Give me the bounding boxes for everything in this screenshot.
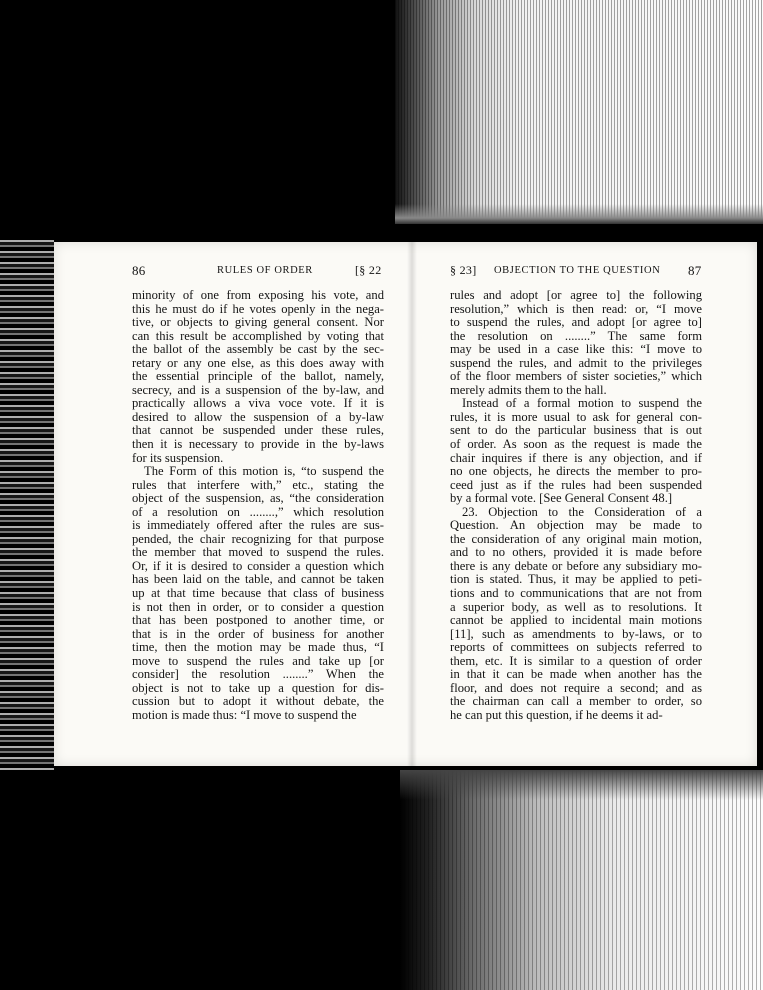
text-line: the consideration of any original main motion, [450, 532, 702, 546]
text-line: 23. Objection to the Consideration of a [462, 505, 702, 519]
text-line: that is in the order of business for another [132, 627, 384, 641]
text-line: rules, it is more usual to ask for general con- [450, 410, 702, 424]
text-line: Or, if it is desired to consider a question which [132, 559, 384, 573]
text-line: The Form of this motion is, “to suspend the [144, 465, 384, 479]
book-gutter [407, 242, 417, 766]
text-line: up at that time because that class of business [132, 587, 384, 601]
left-page-number: 86 [132, 263, 146, 278]
text-line: move to suspend the rules and take up [or [132, 654, 384, 668]
text-line: there is any debate or before any subsidiary mo- [450, 559, 702, 573]
text-line: motion is made thus: “I move to suspend the [132, 708, 357, 722]
left-running-head [132, 263, 384, 281]
text-line: tive, or objects to giving general consent. Nor [132, 316, 384, 330]
right-section-mark: § 23] [450, 263, 477, 277]
text-line: of order. As soon as the request is made the [450, 438, 702, 452]
text-line: time, then the motion may be made thus, “I [132, 641, 384, 655]
text-line: object of the suspension, as, “the consideration [132, 492, 384, 506]
text-line: tion is stated. Thus, it may be applied to peti- [450, 573, 702, 587]
text-line: suspend the rules, and admit to the privileges [450, 356, 702, 370]
text-line: has been laid on the table, and cannot be taken [132, 573, 384, 587]
left-running-title: RULES OF ORDER [217, 265, 313, 276]
text-line: the chairman can call a member to order, so [450, 695, 702, 709]
text-line: a superior body, as well as to resolutions. It [450, 600, 702, 614]
text-line: the essential principle of the ballot, namely, [132, 370, 384, 384]
text-line: of the floor members of sister societies,” which [450, 370, 702, 384]
left-page-text [132, 289, 384, 723]
text-line: the member that moved to suspend the rules. [132, 546, 384, 560]
text-line: retary or any one else, as this does away with [132, 356, 384, 370]
text-line: and to no others, provided it is made before [450, 546, 702, 560]
right-running-head [450, 263, 702, 281]
text-line: this he must do if he votes openly in the nega- [132, 302, 384, 316]
text-line: sent to do the particular business that is out [450, 424, 702, 438]
text-line: he can put this question, if he deems it ad- [450, 708, 663, 722]
scan-background-bottom [400, 770, 763, 990]
right-page-text [450, 289, 702, 723]
text-line: pended, the chair recognizing for that purpose [132, 532, 384, 546]
text-line: them, etc. It is similar to a question of order [450, 654, 702, 668]
text-line: consider] the resolution ........” When the [132, 668, 384, 682]
text-line: practically allows a viva voce vote. If it is [132, 397, 384, 411]
text-line: rules that interfere with,” etc., stating the [132, 478, 384, 492]
text-line: by a formal vote. [See General Consent 48.] [450, 492, 673, 506]
text-line: reports of committees on subjects referred to [450, 641, 702, 655]
left-section-mark: [§ 22 [355, 263, 382, 277]
text-line: cussion but to adopt it without debate, the [132, 695, 384, 709]
text-line: Instead of a formal motion to suspend the [462, 397, 702, 411]
right-page-number: 87 [688, 263, 702, 278]
text-line: can this result be accomplished by voting that [132, 329, 384, 343]
right-running-title: OBJECTION TO THE QUESTION [494, 265, 661, 276]
text-line: to suspend the rules, and adopt [or agree to] [450, 316, 702, 330]
text-line: resolution,” which is then read: or, “I move [450, 302, 702, 316]
text-line: the ballot of the assembly be cast by the sec- [132, 343, 384, 357]
text-line: for its suspension. [132, 451, 224, 465]
text-line: object is not to take up a question for dis- [132, 681, 384, 695]
text-line: may be used in a case like this: “I move to [450, 343, 702, 357]
text-line: tions and to communications that are not from [450, 587, 702, 601]
text-line: the resolution on ........” The same form [450, 329, 702, 343]
text-line: minority of one from exposing his vote, and [132, 289, 384, 302]
text-line: no one objects, he directs the member to pro- [450, 465, 702, 479]
text-line: merely admits them to the hall. [450, 383, 607, 397]
text-line: floor, and does not require a second; and as [450, 681, 702, 695]
text-line: is not then in order, or to consider a question [132, 600, 384, 614]
text-line: of a resolution on ........,” which resolution [132, 505, 384, 519]
text-line: that cannot be suspended under these rules, [132, 424, 384, 438]
text-line: [11], such as amendments to by-laws, or to [450, 627, 702, 641]
text-line: in that it can be made when another has the [450, 668, 702, 682]
text-line: is immediately offered after the rules are sus- [132, 519, 384, 533]
text-line: ceed just as if the rules had been suspended [450, 478, 702, 492]
text-line: cannot be applied to incidental main motions [450, 614, 702, 628]
text-line: that has been postponed to another time, or [132, 614, 384, 628]
text-line: chair inquires if there is any objection, and if [450, 451, 702, 465]
scan-edge-left [0, 240, 54, 770]
text-line: then it is necessary to provide in the by-laws [132, 438, 384, 452]
text-line: Question. An objection may be made to [450, 519, 702, 533]
book-spread [54, 242, 757, 766]
scan-background-top [395, 0, 763, 224]
text-line: rules and adopt [or agree to] the following [450, 289, 702, 302]
text-line: desired to allow the suspension of a by-law [132, 410, 384, 424]
text-line: secrecy, and is a suspension of the by-law, and [132, 383, 384, 397]
